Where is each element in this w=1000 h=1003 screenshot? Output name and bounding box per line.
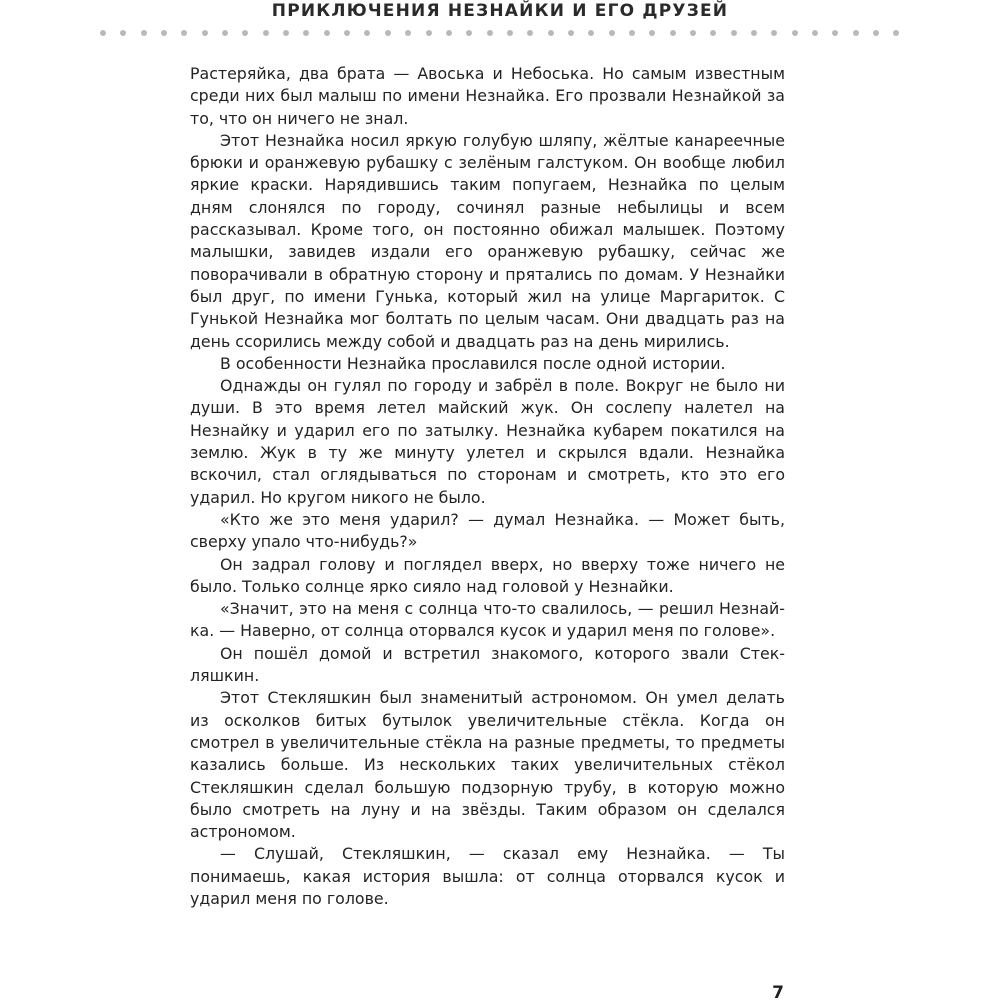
page-number: 7: [772, 983, 784, 1003]
paragraph: «Значит, это на меня с солнца что-то свалилось, — решил Незнайка. — Наверно, от солнца оторвался кусок и ударил меня по голове».: [190, 599, 785, 641]
paragraph: Растеряйка, два брата — Авоська и Небоська. Но самым известным среди них был малыш по имени Незнайка. Его прозвали Незнайкой за то, что он ничего не знал.: [190, 64, 785, 128]
paragraph: «Кто же это меня ударил? — думал Незнайка. — Может быть, сверху упало что-нибудь?»: [190, 509, 785, 552]
body-text: [190, 63, 785, 910]
paragraph: Этот Незнайка носил яркую голубую шляпу, жёлтые канареечные брюки и оранжевую рубашку с зелёным галстуком. Он вообще любил яркие краски. Нарядившись таким попугаем, Незнайка по целым дням слонялся по городу, сочинял разные небылицы и всем рассказывал. Кроме того, он постоянно обижал малышек. Поэтому малышки, завидев издали его оранжевую рубашку, сейчас же поворачивали в обратную сторону и прятались по домам. У Незнайки был друг, по имени Гунька, который жил на улице Маргариток. С Гунькой Незнайка мог болтать по целым часам. Они двадцать раз на день ссорились между собой и двадцать раз на день мирились.: [190, 130, 785, 351]
paragraph: Этот Стекляшкин был знаменитый астрономом. Он умел делать из осколков битых бутылок увеличительные стёкла. Когда он смотрел в увеличительные стёкла на разные предметы, то предметы казались больше. Из нескольких таких увеличительных стёкол Стекляшкин сделал большую подзорную трубу, в которую можно было смотреть на луну и на звёзды. Таким образом он сделался астрономом.: [190, 688, 785, 842]
paragraph: — Слушай, Стекляшкин, — сказал ему Незнайка. — Ты понимаешь, какая история вышла: от солнца оторвался кусок и ударил меня по голове.: [190, 844, 785, 908]
paragraph: Он задрал голову и поглядел вверх, но вверху тоже ничего не было. Только солнце ярко сияло над головой у Незнайки.: [190, 554, 785, 596]
decorative-dot-rule: [100, 29, 900, 37]
running-head-title: ПРИКЛЮЧЕНИЯ НЕЗНАЙКИ И ЕГО ДРУЗЕЙ: [271, 1, 729, 21]
paragraph: Однажды он гулял по городу и забрёл в поле. Вокруг не было ни души. В это время летел майский жук. Он сослепу налетел на Незнайку и ударил его по затылку. Незнайка кубарем покатился на землю. Жук в ту же минуту улетел и скрылся вдали. Незнайка вскочил, стал оглядываться по сторонам и смотреть, кто это его ударил. Но кругом никого не было.: [190, 376, 785, 507]
paragraph: Он пошёл домой и встретил знакомого, которого звали Стекляшкин.: [190, 643, 785, 686]
paragraph: В особенности Незнайка прославился после одной истории.: [220, 353, 726, 373]
